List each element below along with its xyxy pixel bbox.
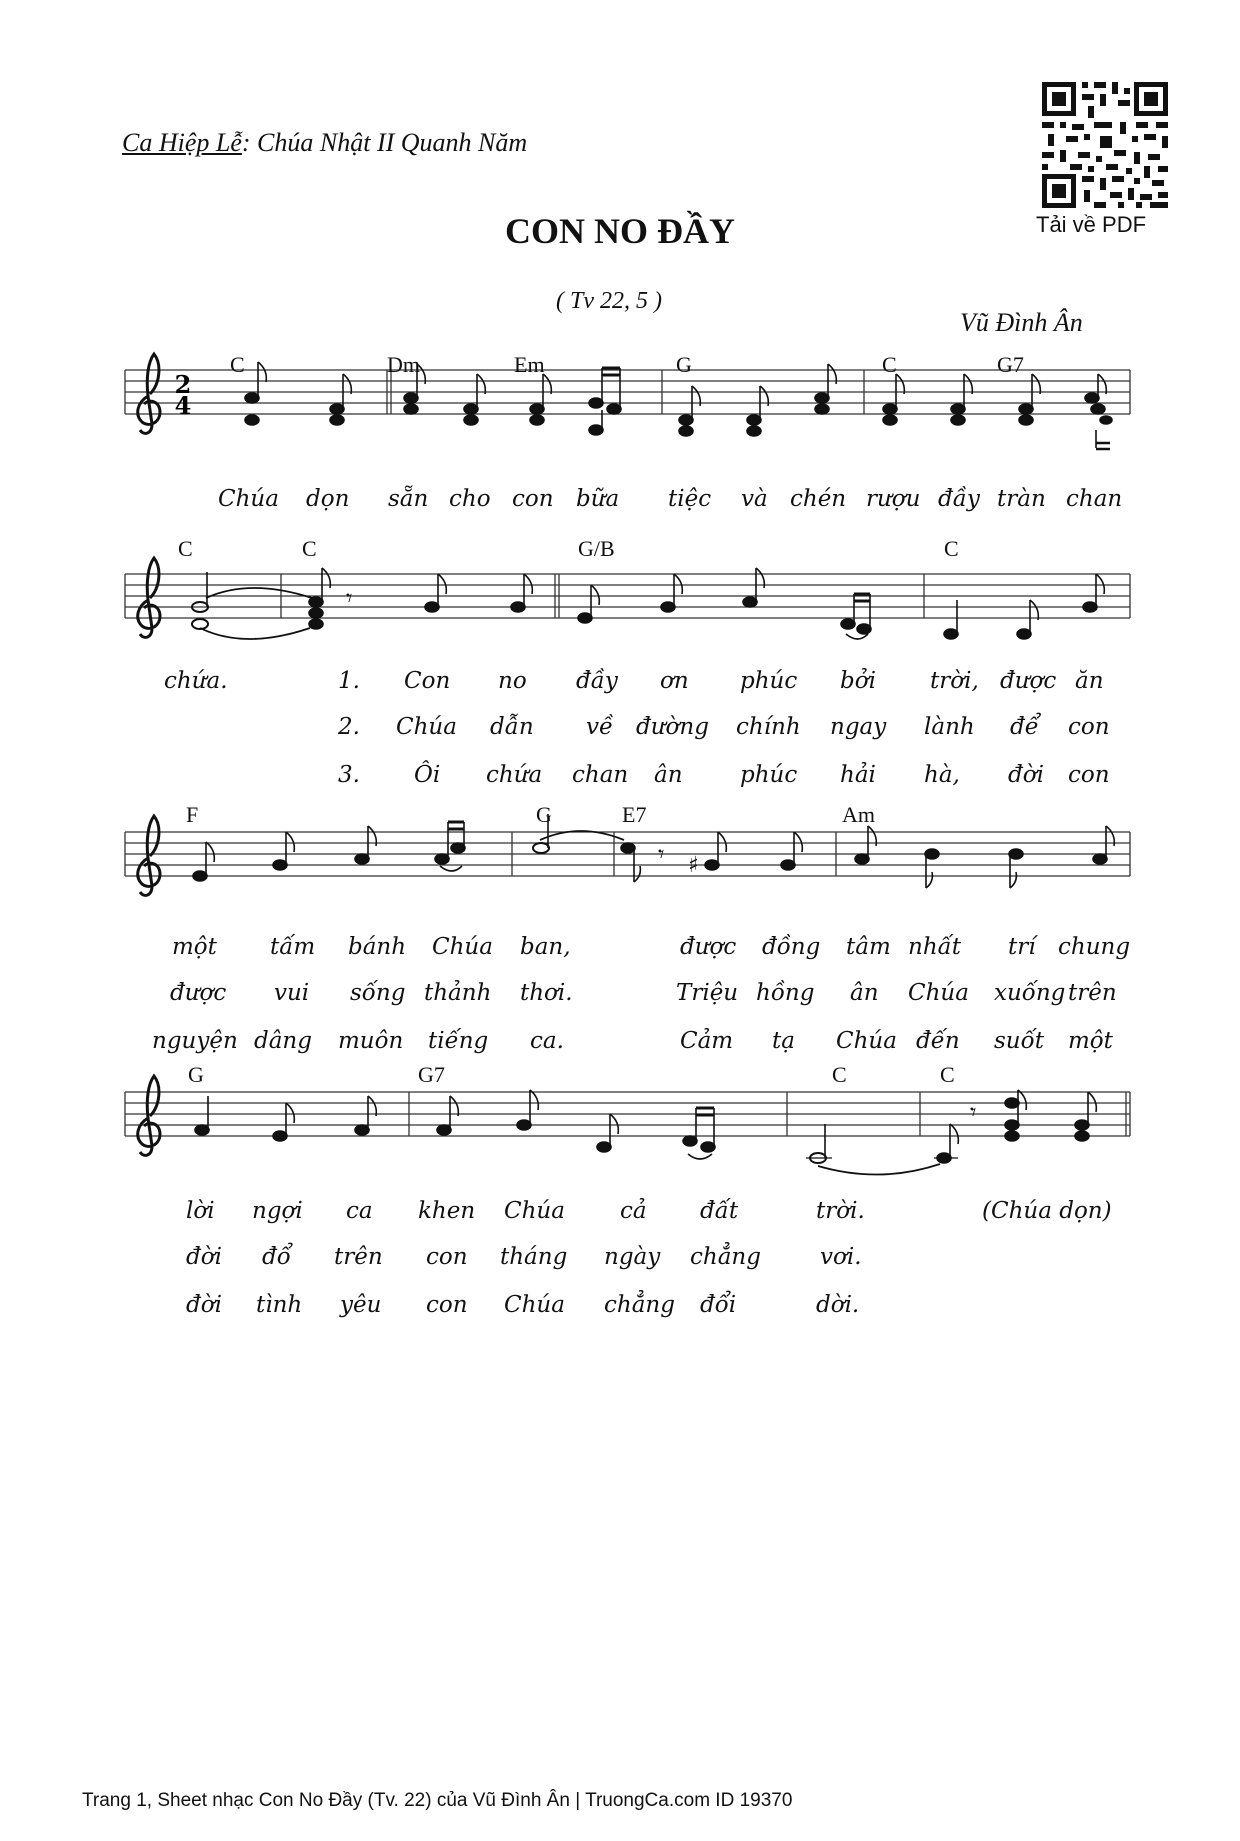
chord: C [230,352,245,377]
lyric-syllable: yêu [340,1292,382,1318]
lyric-syllable: tâm [846,934,891,960]
lyric-syllable: suốt [994,1028,1044,1054]
lyric-syllable: trời, [930,668,979,694]
lyric-syllable: 3. [338,762,360,788]
lyric-syllable: rượu [866,486,921,512]
chord: G/B [578,536,615,561]
chord: C [940,1062,955,1087]
lyric-syllable: dẫn [490,714,534,740]
lyric-syllable: vui [274,980,310,1006]
lyric-syllable: một [172,934,217,960]
lyric-syllable: đất [700,1198,739,1224]
lyric-syllable: cả [620,1198,647,1224]
lyric-syllable: được [680,934,737,960]
lyric-syllable: lời [186,1198,215,1224]
lyric-syllable: chính [736,714,801,740]
lyric-syllable: và [741,486,768,512]
lyric-syllable: sống [350,980,406,1006]
lyric-syllable: để [1010,714,1039,740]
lyric-syllable: chẳng [604,1292,675,1318]
lyric-syllable: ơn [660,668,689,694]
lyric-syllable: xuống [994,980,1066,1006]
lyric-syllable: nguyện [152,1028,238,1054]
lyric-syllable: Chúa [432,934,493,960]
lyric-syllable: đời [186,1244,222,1270]
lyric-syllable: (Chúa dọn) [982,1198,1112,1224]
lyric-syllable: hồng [756,980,815,1006]
lyric-syllable: sẵn [388,486,429,512]
lyric-syllable: vơi. [820,1244,862,1270]
chord: Am [842,802,875,827]
lyric-syllable: trên [334,1244,383,1270]
lyric-syllable: trên [1068,980,1117,1006]
lyric-syllable: Chúa [218,486,279,512]
svg-text:𝄾: 𝄾 [970,1098,977,1126]
lyric-syllable: Con [404,668,451,694]
lyric-syllable: được [1000,668,1057,694]
composer-name: Vũ Đình Ân [960,308,1083,337]
lyric-syllable: tràn [997,486,1046,512]
lyric-syllable: đầy [938,486,980,512]
lyric-syllable: chẳng [690,1244,761,1270]
lyric-syllable: ân [850,980,879,1006]
lyric-syllable: tiệc [668,486,712,512]
chord: G [676,352,692,377]
lyric-syllable: bánh [348,934,407,960]
chord: Em [514,352,545,377]
lyric-syllable: tạ [772,1028,795,1054]
time-signature-bottom: 4 [174,391,192,420]
lyric-syllable: dâng [254,1028,312,1054]
lyric-syllable: đầy [576,668,618,694]
lyric-syllable: Chúa [504,1292,565,1318]
chord: C [178,536,193,561]
lyric-syllable: con [512,486,554,512]
lyric-syllable: con [426,1292,468,1318]
chord: C [882,352,897,377]
lyric-syllable: ngay [830,714,887,740]
song-title: CON NO ĐẦY [505,211,735,251]
lyric-syllable: đổi [700,1292,737,1318]
lyric-syllable: về [586,714,614,740]
svg-text:𝄾: 𝄾 [658,840,665,868]
lyric-syllable: chung [1058,934,1131,960]
lyric-syllable: chan [1066,486,1123,512]
occasion-label: Ca Hiệp Lễ [122,128,242,157]
lyric-syllable: chan [572,762,629,788]
lyric-syllable: muôn [338,1028,404,1054]
lyric-syllable: Chúa [396,714,457,740]
chord: E7 [622,802,647,827]
lyric-syllable: ngày [604,1244,661,1270]
download-pdf-label[interactable]: Tải về PDF [1036,212,1147,237]
lyric-syllable: bởi [840,668,876,694]
lyric-syllable: 1. [338,668,360,694]
lyric-syllable: Cảm [680,1028,734,1054]
chord: C [832,1062,847,1087]
lyric-syllable: dời. [816,1292,860,1318]
lyric-syllable: hà, [924,762,960,788]
lyric-syllable: cho [449,486,491,512]
svg-text:𝄾: 𝄾 [346,584,353,612]
lyric-syllable: con [426,1244,468,1270]
time-signature-top: 2 [174,370,192,399]
lyric-syllable: Ôi [414,762,441,788]
chord: G7 [997,352,1024,377]
lyric-syllable: đổ [262,1244,291,1270]
lyric-syllable: chén [790,486,847,512]
lyric-syllable: một [1068,1028,1113,1054]
lyric-syllable: hải [840,762,876,788]
lyric-syllable: bữa [576,486,620,512]
lyric-syllable: được [170,980,227,1006]
chord: G7 [418,1062,445,1087]
lyric-syllable: 2. [338,714,360,740]
lyric-syllable: đến [916,1028,960,1054]
chord: G [536,802,552,827]
lyric-syllable: Triệu [676,980,739,1006]
lyric-syllable: đời [1008,762,1044,788]
lyric-syllable: chứa [486,762,543,788]
lyric-syllable: thơi. [520,980,573,1006]
lyric-syllable: Chúa [504,1198,565,1224]
lyric-syllable: ân [654,762,683,788]
lyric-syllable: phúc [740,668,798,694]
chord: C [302,536,317,561]
lyric-syllable: con [1068,762,1110,788]
lyric-syllable: trời. [816,1198,865,1224]
lyric-syllable: ca. [530,1028,564,1054]
lyric-syllable: tháng [500,1244,568,1270]
lyric-syllable: đồng [762,934,821,960]
chord: G [188,1062,204,1087]
occasion-rest: : Chúa Nhật II Quanh Năm [241,128,528,157]
lyric-syllable: chứa. [164,668,228,694]
lyric-syllable: lành [924,714,975,740]
lyric-syllable: đường [636,714,709,740]
lyric-syllable: Chúa [836,1028,897,1054]
lyric-syllable: tình [256,1292,303,1318]
chord: C [944,536,959,561]
lyric-syllable: đời [186,1292,222,1318]
lyric-syllable: Chúa [908,980,969,1006]
lyric-syllable: con [1068,714,1110,740]
lyric-syllable: nhất [908,934,961,960]
lyric-syllable: dọn [306,486,350,512]
lyric-syllable: tiếng [428,1028,489,1054]
svg-text:♯: ♯ [688,853,699,878]
page-footer: Trang 1, Sheet nhạc Con No Đầy (Tv. 22) của Vũ Đình Ân | TruongCa.com ID 19370 [82,1790,793,1811]
lyric-syllable: trí [1008,934,1036,960]
lyric-syllable: tấm [270,934,316,960]
psalm-reference: ( Tv 22, 5 ) [556,288,662,314]
lyric-syllable: ca [346,1198,373,1224]
lyric-syllable: phúc [740,762,798,788]
lyric-syllable: khen [418,1198,476,1224]
chord: F [186,802,199,827]
chord: Dm [387,352,420,377]
lyric-syllable: no [498,668,527,694]
lyric-syllable: ngợi [252,1198,303,1224]
lyric-syllable: ăn [1075,668,1104,694]
lyric-syllable: thảnh [424,980,492,1006]
lyric-syllable: ban, [520,934,571,960]
